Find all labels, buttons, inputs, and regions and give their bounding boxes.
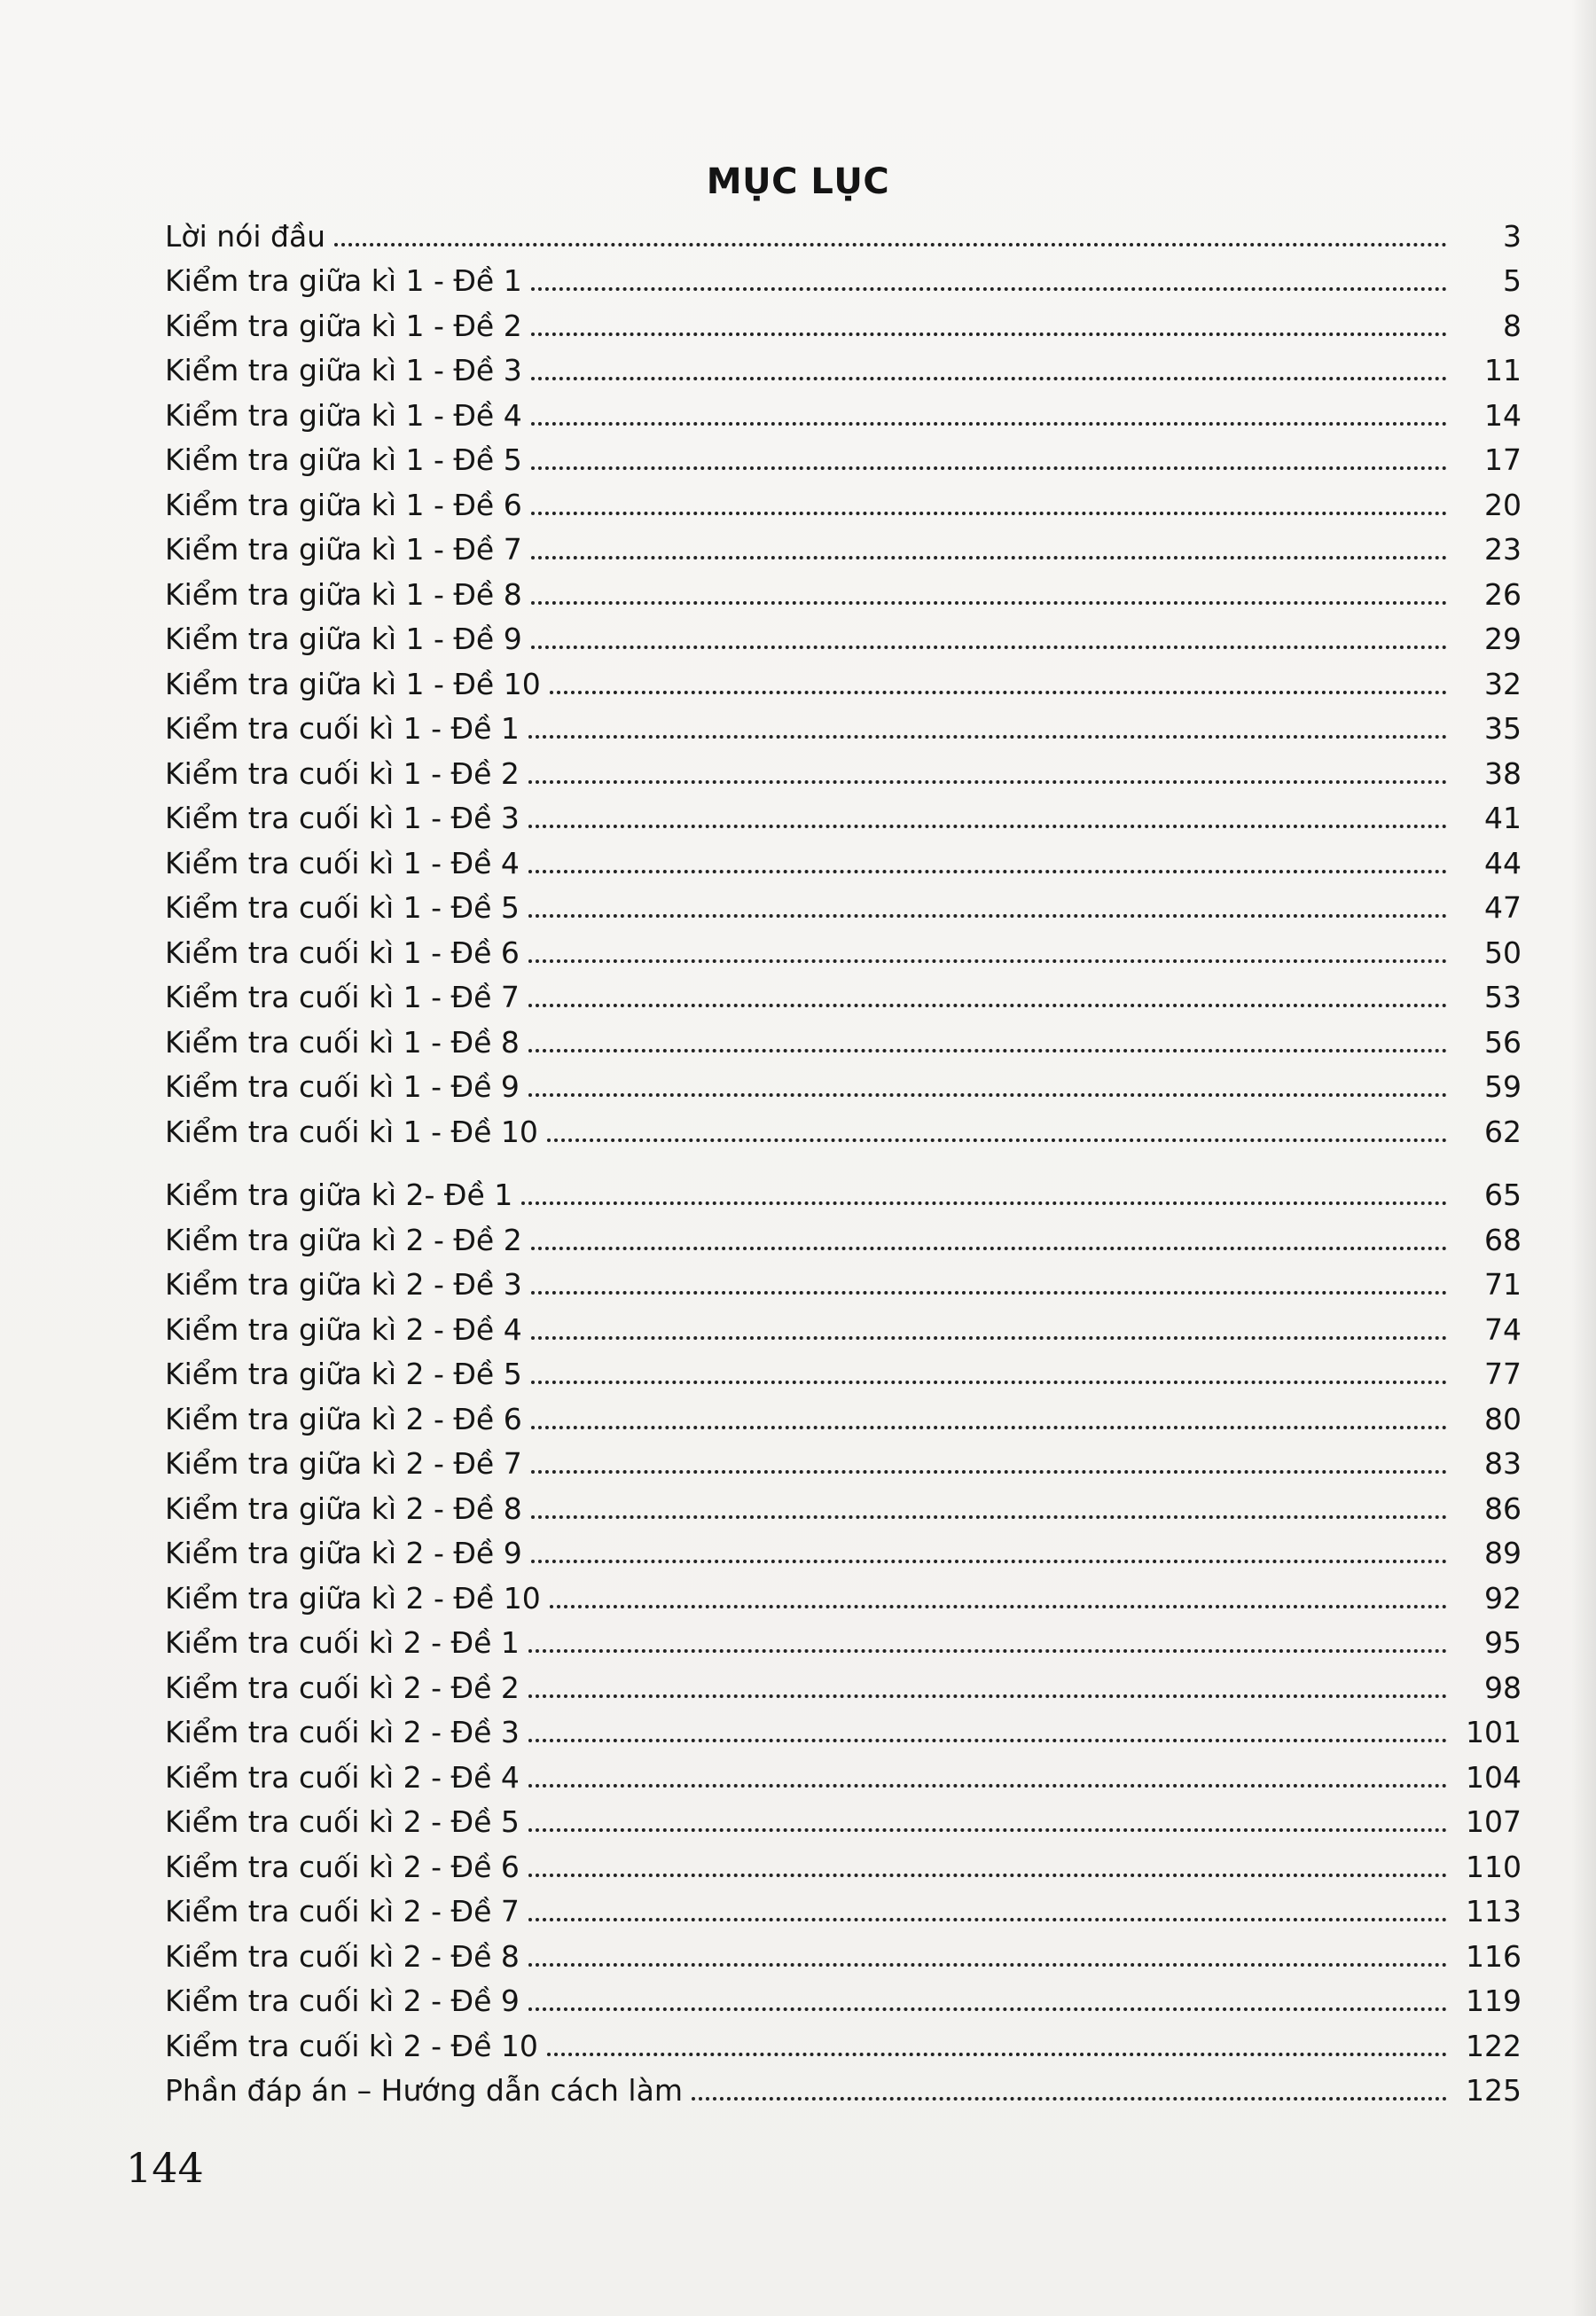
toc-entry <box>165 2061 1522 2106</box>
toc-entry <box>165 430 1522 475</box>
toc-entry <box>165 1702 1522 1748</box>
toc-entry-label: Kiểm tra cuối kì 2 - Đề 8 <box>165 1938 520 1974</box>
toc-entry <box>165 385 1522 433</box>
toc-entry <box>165 653 1522 699</box>
toc-entry-label: Kiểm tra cuối kì 2 - Đề 10 <box>165 2028 538 2063</box>
toc-entry-page: 14 <box>1484 397 1522 433</box>
toc-entry-page: 17 <box>1484 442 1522 477</box>
toc-entry-page: 119 <box>1466 1983 1522 2018</box>
toc-entry-label: Kiểm tra cuối kì 1 - Đề 4 <box>165 845 520 880</box>
toc-entry-page: 26 <box>1484 576 1522 612</box>
toc-dot-leader <box>528 825 1447 828</box>
toc-entry-label: Kiểm tra cuối kì 1 - Đề 10 <box>165 1114 538 1149</box>
toc-entry-page: 62 <box>1484 1114 1522 1149</box>
toc-entry <box>165 1209 1522 1255</box>
toc-entry-page: 86 <box>1484 1491 1522 1526</box>
toc-dot-leader <box>531 287 1447 291</box>
toc-entry-page: 80 <box>1484 1401 1522 1436</box>
toc-entry-label: Phần đáp án – Hướng dẫn cách làm <box>165 2073 683 2108</box>
toc-entry-label: Kiểm tra cuối kì 2 - Đề 1 <box>165 1625 520 1660</box>
toc-dot-leader <box>531 1560 1447 1563</box>
toc-dot-leader <box>528 870 1447 873</box>
toc-dot-leader <box>531 1470 1447 1474</box>
toc-dot-leader <box>528 1093 1447 1097</box>
toc-entry-page: 122 <box>1466 2028 1522 2063</box>
toc-entry-page: 68 <box>1484 1222 1522 1257</box>
toc-entry-page: 47 <box>1484 890 1522 925</box>
toc-entry-page: 53 <box>1484 980 1522 1014</box>
toc-entry-label: Kiểm tra giữa kì 2 - Đề 7 <box>165 1446 522 1481</box>
toc-entry-page: 50 <box>1484 935 1522 970</box>
toc-entry <box>165 340 1522 386</box>
toc-entry <box>165 474 1522 520</box>
toc-entry-label: Kiểm tra giữa kì 2 - Đề 9 <box>165 1536 522 1570</box>
toc-entry-label: Kiểm tra giữa kì 1 - Đề 1 <box>165 263 522 298</box>
toc-entry <box>165 1478 1522 1526</box>
toc-entry-page: 44 <box>1484 845 1522 880</box>
toc-dot-leader <box>528 1918 1447 1921</box>
toc-entry-label: Kiểm tra giữa kì 1 - Đề 6 <box>165 487 522 522</box>
toc-entry <box>165 1882 1522 1927</box>
toc-entry <box>165 967 1522 1013</box>
toc-dot-leader <box>531 422 1447 426</box>
toc-entry-label: Kiểm tra giữa kì 2 - Đề 2 <box>165 1222 522 1257</box>
toc-dot-leader <box>528 1874 1447 1877</box>
toc-dot-leader <box>334 243 1447 246</box>
toc-entry-page: 110 <box>1466 1849 1522 1884</box>
toc-entry-page: 3 <box>1503 218 1522 254</box>
toc-entry-label: Kiểm tra cuối kì 1 - Đề 7 <box>165 980 520 1014</box>
toc-entry-label: Kiểm tra giữa kì 2 - Đề 10 <box>165 1580 541 1616</box>
toc-entry-label: Kiểm tra cuối kì 1 - Đề 8 <box>165 1024 520 1060</box>
toc-entry-page: 101 <box>1466 1715 1522 1749</box>
toc-dot-leader <box>528 1694 1447 1698</box>
toc-entry-label: Kiểm tra cuối kì 2 - Đề 2 <box>165 1670 520 1705</box>
toc-dot-leader <box>547 1138 1447 1142</box>
page-number: 144 <box>126 2144 204 2192</box>
table-of-contents <box>165 206 1522 2108</box>
toc-dot-leader <box>528 735 1447 739</box>
toc-entry-label: Kiểm tra cuối kì 1 - Đề 1 <box>165 711 520 746</box>
toc-entry-label: Kiểm tra cuối kì 2 - Đề 7 <box>165 1894 520 1929</box>
toc-entry-label: Kiểm tra giữa kì 1 - Đề 3 <box>165 353 522 387</box>
toc-dot-leader <box>528 1049 1447 1052</box>
toc-entry-page: 95 <box>1484 1625 1522 1660</box>
toc-dot-leader <box>528 1004 1447 1007</box>
toc-entry-label: Kiểm tra giữa kì 1 - Đề 7 <box>165 532 522 567</box>
toc-dot-leader <box>528 1784 1447 1788</box>
toc-entry-label: Kiểm tra giữa kì 1 - Đề 8 <box>165 576 522 612</box>
toc-entry-page: 5 <box>1503 263 1522 298</box>
toc-dot-leader <box>531 1291 1447 1295</box>
toc-entry-label: Kiểm tra giữa kì 2 - Đề 8 <box>165 1491 522 1526</box>
toc-entry-label: Kiểm tra cuối kì 1 - Đề 5 <box>165 890 520 925</box>
toc-dot-leader <box>531 601 1447 605</box>
toc-entry <box>165 2015 1522 2061</box>
toc-entry-page: 41 <box>1484 801 1522 835</box>
toc-entry <box>165 833 1522 878</box>
toc-entry-label: Kiểm tra cuối kì 2 - Đề 5 <box>165 1804 520 1839</box>
page-title: MỤC LỤC <box>706 161 890 202</box>
toc-entry-page: 71 <box>1484 1267 1522 1302</box>
toc-entry <box>165 251 1522 296</box>
toc-entry <box>165 295 1522 343</box>
toc-dot-leader <box>528 1963 1447 1967</box>
toc-dot-leader <box>531 646 1447 649</box>
toc-entry <box>165 1012 1522 1060</box>
toc-dot-leader <box>531 556 1447 559</box>
toc-entry <box>165 1657 1522 1705</box>
toc-entry-label: Kiểm tra giữa kì 1 - Đề 2 <box>165 308 522 343</box>
toc-entry-page: 32 <box>1484 666 1522 701</box>
toc-dot-leader <box>528 1739 1447 1742</box>
toc-entry <box>165 1568 1522 1616</box>
toc-dot-leader <box>531 1515 1447 1519</box>
page-edge-shadow <box>1571 0 1596 2316</box>
toc-entry <box>165 1389 1522 1434</box>
toc-entry <box>165 564 1522 612</box>
toc-entry-label: Kiểm tra cuối kì 2 - Đề 3 <box>165 1715 520 1749</box>
toc-entry-page: 77 <box>1484 1357 1522 1391</box>
toc-entry-label: Kiểm tra giữa kì 1 - Đề 4 <box>165 397 522 433</box>
toc-entry <box>165 1344 1522 1389</box>
toc-entry <box>165 1057 1522 1102</box>
toc-entry-page: 107 <box>1466 1804 1522 1839</box>
toc-entry-label: Kiểm tra cuối kì 2 - Đề 4 <box>165 1759 520 1795</box>
toc-entry <box>165 922 1522 970</box>
toc-dot-leader <box>531 333 1447 336</box>
toc-entry <box>165 1299 1522 1347</box>
toc-dot-leader <box>528 1649 1447 1653</box>
toc-entry-label: Kiểm tra cuối kì 1 - Đề 3 <box>165 801 520 835</box>
toc-entry-page: 35 <box>1484 711 1522 746</box>
toc-entry-page: 113 <box>1466 1894 1522 1929</box>
toc-dot-leader <box>531 1336 1447 1340</box>
toc-entry <box>165 1165 1522 1210</box>
toc-dot-leader <box>531 1426 1447 1429</box>
toc-dot-leader <box>528 780 1447 784</box>
toc-entry-page: 116 <box>1466 1938 1522 1974</box>
toc-dot-leader <box>528 1828 1447 1832</box>
toc-entry-page: 59 <box>1484 1069 1522 1104</box>
toc-dot-leader <box>528 914 1447 918</box>
toc-entry-label: Lời nói đầu <box>165 218 326 254</box>
toc-entry-page: 23 <box>1484 532 1522 567</box>
toc-entry-label: Kiểm tra giữa kì 2- Đề 1 <box>165 1178 513 1212</box>
toc-entry-page: 92 <box>1484 1580 1522 1616</box>
toc-dot-leader <box>550 691 1447 694</box>
toc-entry-label: Kiểm tra cuối kì 1 - Đề 6 <box>165 935 520 970</box>
toc-entry <box>165 1926 1522 1974</box>
toc-dot-leader <box>547 2053 1447 2056</box>
toc-entry-label: Kiểm tra giữa kì 1 - Đề 10 <box>165 666 541 701</box>
toc-entry <box>165 1101 1522 1149</box>
toc-entry-page: 89 <box>1484 1536 1522 1570</box>
toc-entry-label: Kiểm tra giữa kì 2 - Đề 5 <box>165 1357 522 1391</box>
toc-entry <box>165 1255 1522 1300</box>
toc-dot-leader <box>528 2007 1447 2011</box>
toc-entry-label: Kiểm tra giữa kì 2 - Đề 3 <box>165 1267 522 1302</box>
toc-entry-label: Kiểm tra giữa kì 2 - Đề 6 <box>165 1401 522 1436</box>
toc-entry-page: 74 <box>1484 1311 1522 1347</box>
toc-entry <box>165 609 1522 654</box>
toc-entry <box>165 1747 1522 1795</box>
toc-entry <box>165 788 1522 833</box>
toc-entry-page: 98 <box>1484 1670 1522 1705</box>
toc-entry <box>165 520 1522 565</box>
toc-entry-label: Kiểm tra cuối kì 1 - Đề 2 <box>165 755 520 791</box>
toc-dot-leader <box>531 1247 1447 1250</box>
toc-entry <box>165 206 1522 254</box>
toc-entry-page: 125 <box>1466 2073 1522 2108</box>
toc-entry <box>165 1836 1522 1882</box>
toc-entry-label: Kiểm tra giữa kì 1 - Đề 9 <box>165 622 522 656</box>
toc-entry <box>165 1971 1522 2016</box>
toc-entry-page: 11 <box>1484 353 1522 387</box>
toc-entry <box>165 699 1522 744</box>
toc-dot-leader <box>531 512 1447 515</box>
toc-entry-label: Kiểm tra giữa kì 1 - Đề 5 <box>165 442 522 477</box>
toc-dot-leader <box>531 1381 1447 1384</box>
toc-entry <box>165 1613 1522 1658</box>
toc-entry-page: 8 <box>1503 308 1522 343</box>
toc-dot-leader <box>528 959 1447 963</box>
toc-entry-page: 20 <box>1484 487 1522 522</box>
toc-entry <box>165 1792 1522 1837</box>
toc-dot-leader <box>692 2097 1447 2101</box>
toc-entry <box>165 1434 1522 1479</box>
toc-entry-page: 29 <box>1484 622 1522 656</box>
toc-entry-label: Kiểm tra cuối kì 2 - Đề 6 <box>165 1849 520 1884</box>
toc-entry-page: 65 <box>1484 1178 1522 1212</box>
toc-entry-label: Kiểm tra cuối kì 2 - Đề 9 <box>165 1983 520 2018</box>
toc-entry-page: 83 <box>1484 1446 1522 1481</box>
toc-dot-leader <box>531 377 1447 380</box>
toc-entry <box>165 1523 1522 1569</box>
toc-dot-leader <box>550 1605 1447 1608</box>
toc-entry-label: Kiểm tra cuối kì 1 - Đề 9 <box>165 1069 520 1104</box>
toc-entry <box>165 878 1522 923</box>
toc-dot-leader <box>531 466 1447 470</box>
toc-dot-leader <box>521 1201 1447 1205</box>
toc-entry-page: 38 <box>1484 755 1522 791</box>
toc-entry-page: 56 <box>1484 1024 1522 1060</box>
toc-entry-label: Kiểm tra giữa kì 2 - Đề 4 <box>165 1311 522 1347</box>
toc-entry <box>165 743 1522 791</box>
toc-entry-page: 104 <box>1466 1759 1522 1795</box>
